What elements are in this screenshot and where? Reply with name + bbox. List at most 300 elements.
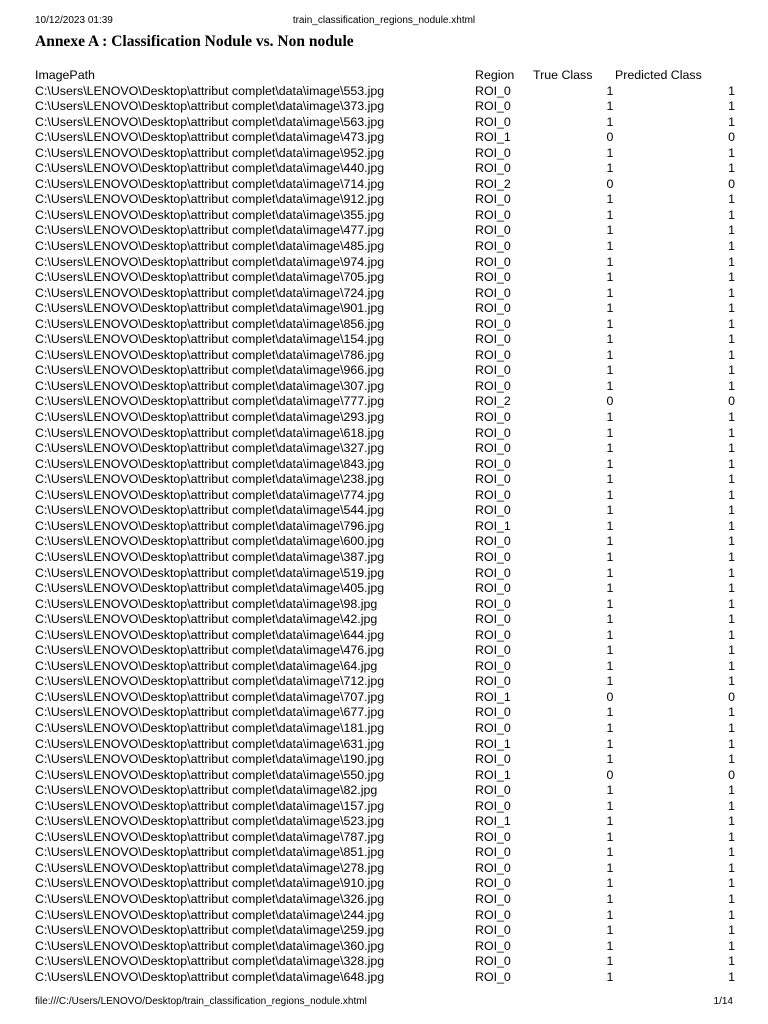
predicted-class-cell: 1 [728, 658, 735, 673]
predicted-class-cell: 1 [728, 347, 735, 362]
image-path-cell: C:\Users\LENOVO\Desktop\attribut complet\data\image\707.jpg [35, 689, 385, 704]
region-cell: ROI_0 [475, 581, 511, 596]
table-row [35, 426, 735, 442]
predicted-class-cell: 0 [728, 176, 735, 191]
table-row [35, 814, 735, 830]
table-row [35, 659, 735, 675]
results-table [35, 68, 735, 985]
predicted-class-cell: 1 [728, 145, 735, 160]
predicted-class-cell: 0 [728, 130, 735, 145]
predicted-class-cell: 1 [728, 938, 735, 953]
region-cell: ROI_0 [475, 798, 511, 813]
table-row [35, 721, 735, 737]
true-class-cell: 0 [606, 176, 614, 191]
image-path-cell: C:\Users\LENOVO\Desktop\attribut complet\data\image\157.jpg [35, 798, 385, 813]
predicted-class-cell: 1 [728, 378, 735, 393]
region-cell: ROI_0 [475, 627, 511, 642]
region-cell: ROI_0 [475, 207, 511, 222]
predicted-class-cell: 1 [728, 161, 735, 176]
true-class-cell: 1 [606, 643, 614, 658]
image-path-cell: C:\Users\LENOVO\Desktop\attribut complet\data\image\550.jpg [35, 767, 385, 782]
image-path-cell: C:\Users\LENOVO\Desktop\attribut complet\data\image\387.jpg [35, 549, 385, 564]
predicted-class-cell: 1 [728, 83, 735, 98]
table-row [35, 348, 735, 364]
true-class-cell: 0 [606, 689, 614, 704]
print-header [35, 15, 733, 29]
table-row [35, 830, 735, 846]
table-row [35, 472, 735, 488]
true-class-cell: 1 [606, 301, 614, 316]
true-class-cell: 1 [606, 581, 614, 596]
region-cell: ROI_0 [475, 612, 511, 627]
region-cell: ROI_0 [475, 876, 511, 891]
predicted-class-cell: 1 [728, 223, 735, 238]
table-row [35, 768, 735, 784]
image-path-cell: C:\Users\LENOVO\Desktop\attribut complet\data\image\405.jpg [35, 581, 385, 596]
table-row [35, 379, 735, 395]
region-cell: ROI_0 [475, 472, 511, 487]
image-path-cell: C:\Users\LENOVO\Desktop\attribut complet\data\image\328.jpg [35, 954, 385, 969]
predicted-class-cell: 1 [728, 581, 735, 596]
image-path-cell: C:\Users\LENOVO\Desktop\attribut complet\data\image\64.jpg [35, 658, 378, 673]
predicted-class-cell: 1 [728, 845, 735, 860]
table-row [35, 317, 735, 333]
true-class-cell: 1 [606, 425, 614, 440]
predicted-class-cell: 1 [728, 954, 735, 969]
image-path-cell: C:\Users\LENOVO\Desktop\attribut complet\data\image\238.jpg [35, 472, 385, 487]
true-class-cell: 1 [606, 285, 614, 300]
true-class-cell: 1 [606, 736, 614, 751]
true-class-cell: 1 [606, 223, 614, 238]
table-row [35, 115, 735, 131]
true-class-cell: 1 [606, 829, 614, 844]
true-class-cell: 1 [606, 347, 614, 362]
predicted-class-cell: 1 [728, 969, 735, 984]
image-path-cell: C:\Users\LENOVO\Desktop\attribut complet\data\image\553.jpg [35, 83, 385, 98]
region-cell: ROI_1 [475, 518, 511, 533]
predicted-class-cell: 1 [728, 643, 735, 658]
table-row [35, 332, 735, 348]
table-row [35, 534, 735, 550]
true-class-cell: 1 [606, 596, 614, 611]
table-row [35, 861, 735, 877]
true-class-cell: 1 [606, 954, 614, 969]
image-path-cell: C:\Users\LENOVO\Desktop\attribut complet\data\image\705.jpg [35, 270, 385, 285]
table-row [35, 146, 735, 162]
predicted-class-cell: 1 [728, 301, 735, 316]
image-path-cell: C:\Users\LENOVO\Desktop\attribut complet\data\image\910.jpg [35, 876, 385, 891]
true-class-cell: 1 [606, 83, 614, 98]
true-class-cell: 1 [606, 99, 614, 114]
column-header-region: Region [475, 68, 515, 82]
image-path-cell: C:\Users\LENOVO\Desktop\attribut complet\data\image\485.jpg [35, 239, 385, 254]
true-class-cell: 1 [606, 876, 614, 891]
predicted-class-cell: 1 [728, 891, 735, 906]
image-path-cell: C:\Users\LENOVO\Desktop\attribut complet\data\image\244.jpg [35, 907, 385, 922]
image-path-cell: C:\Users\LENOVO\Desktop\attribut complet\data\image\523.jpg [35, 814, 385, 829]
true-class-cell: 0 [606, 130, 614, 145]
predicted-class-cell: 0 [728, 689, 735, 704]
predicted-class-cell: 1 [728, 316, 735, 331]
image-path-cell: C:\Users\LENOVO\Desktop\attribut complet\data\image\154.jpg [35, 332, 385, 347]
image-path-cell: C:\Users\LENOVO\Desktop\attribut complet\data\image\901.jpg [35, 301, 385, 316]
image-path-cell: C:\Users\LENOVO\Desktop\attribut complet\data\image\307.jpg [35, 378, 385, 393]
region-cell: ROI_0 [475, 347, 511, 362]
table-row [35, 674, 735, 690]
true-class-cell: 1 [606, 752, 614, 767]
predicted-class-cell: 1 [728, 736, 735, 751]
predicted-class-cell: 1 [728, 565, 735, 580]
image-path-cell: C:\Users\LENOVO\Desktop\attribut complet\data\image\326.jpg [35, 891, 385, 906]
image-path-cell: C:\Users\LENOVO\Desktop\attribut complet\data\image\787.jpg [35, 829, 385, 844]
true-class-cell: 1 [606, 612, 614, 627]
table-row [35, 457, 735, 473]
image-path-cell: C:\Users\LENOVO\Desktop\attribut complet\data\image\293.jpg [35, 410, 385, 425]
predicted-class-cell: 1 [728, 363, 735, 378]
region-cell: ROI_2 [475, 176, 511, 191]
predicted-class-cell: 1 [728, 192, 735, 207]
true-class-cell: 1 [606, 627, 614, 642]
true-class-cell: 1 [606, 207, 614, 222]
region-cell: ROI_0 [475, 534, 511, 549]
region-cell: ROI_0 [475, 938, 511, 953]
table-row [35, 503, 735, 519]
image-path-cell: C:\Users\LENOVO\Desktop\attribut complet\data\image\648.jpg [35, 969, 385, 984]
print-footer [35, 996, 733, 1010]
true-class-cell: 1 [606, 456, 614, 471]
region-cell: ROI_0 [475, 239, 511, 254]
region-cell: ROI_0 [475, 783, 511, 798]
true-class-cell: 1 [606, 565, 614, 580]
image-path-cell: C:\Users\LENOVO\Desktop\attribut complet\data\image\190.jpg [35, 752, 385, 767]
table-row [35, 970, 735, 986]
image-path-cell: C:\Users\LENOVO\Desktop\attribut complet\data\image\774.jpg [35, 487, 385, 502]
table-row [35, 939, 735, 955]
table-row [35, 628, 735, 644]
true-class-cell: 1 [606, 192, 614, 207]
region-cell: ROI_0 [475, 161, 511, 176]
predicted-class-cell: 1 [728, 410, 735, 425]
image-path-cell: C:\Users\LENOVO\Desktop\attribut complet\data\image\677.jpg [35, 705, 385, 720]
table-row [35, 923, 735, 939]
region-cell: ROI_0 [475, 860, 511, 875]
table-row [35, 363, 735, 379]
region-cell: ROI_2 [475, 394, 511, 409]
true-class-cell: 1 [606, 378, 614, 393]
region-cell: ROI_0 [475, 83, 511, 98]
image-path-cell: C:\Users\LENOVO\Desktop\attribut complet\data\image\360.jpg [35, 938, 385, 953]
region-cell: ROI_0 [475, 503, 511, 518]
predicted-class-cell: 1 [728, 114, 735, 129]
true-class-cell: 1 [606, 783, 614, 798]
predicted-class-cell: 1 [728, 627, 735, 642]
predicted-class-cell: 1 [728, 612, 735, 627]
predicted-class-cell: 1 [728, 425, 735, 440]
image-path-cell: C:\Users\LENOVO\Desktop\attribut complet\data\image\912.jpg [35, 192, 385, 207]
predicted-class-cell: 1 [728, 518, 735, 533]
image-path-cell: C:\Users\LENOVO\Desktop\attribut complet\data\image\477.jpg [35, 223, 385, 238]
table-row [35, 519, 735, 535]
region-cell: ROI_0 [475, 441, 511, 456]
region-cell: ROI_0 [475, 99, 511, 114]
region-cell: ROI_0 [475, 456, 511, 471]
image-path-cell: C:\Users\LENOVO\Desktop\attribut complet\data\image\519.jpg [35, 565, 385, 580]
table-row [35, 410, 735, 426]
column-header-predicted-class: Predicted Class [615, 68, 702, 82]
region-cell: ROI_0 [475, 363, 511, 378]
predicted-class-cell: 1 [728, 798, 735, 813]
image-path-cell: C:\Users\LENOVO\Desktop\attribut complet\data\image\631.jpg [35, 736, 385, 751]
predicted-class-cell: 1 [728, 534, 735, 549]
region-cell: ROI_0 [475, 549, 511, 564]
predicted-class-cell: 0 [728, 394, 735, 409]
image-path-cell: C:\Users\LENOVO\Desktop\attribut complet\data\image\966.jpg [35, 363, 385, 378]
predicted-class-cell: 1 [728, 254, 735, 269]
table-row [35, 130, 735, 146]
table-row [35, 488, 735, 504]
table-row [35, 752, 735, 768]
region-cell: ROI_0 [475, 923, 511, 938]
region-cell: ROI_0 [475, 954, 511, 969]
region-cell: ROI_0 [475, 705, 511, 720]
region-cell: ROI_0 [475, 845, 511, 860]
true-class-cell: 1 [606, 814, 614, 829]
image-path-cell: C:\Users\LENOVO\Desktop\attribut complet\data\image\544.jpg [35, 503, 385, 518]
predicted-class-cell: 1 [728, 99, 735, 114]
image-path-cell: C:\Users\LENOVO\Desktop\attribut complet\data\image\355.jpg [35, 207, 385, 222]
region-cell: ROI_0 [475, 565, 511, 580]
table-row [35, 581, 735, 597]
region-cell: ROI_0 [475, 487, 511, 502]
region-cell: ROI_0 [475, 891, 511, 906]
region-cell: ROI_0 [475, 658, 511, 673]
image-path-cell: C:\Users\LENOVO\Desktop\attribut complet\data\image\712.jpg [35, 674, 385, 689]
image-path-cell: C:\Users\LENOVO\Desktop\attribut complet\data\image\843.jpg [35, 456, 385, 471]
table-row [35, 845, 735, 861]
predicted-class-cell: 1 [728, 285, 735, 300]
table-row [35, 612, 735, 628]
true-class-cell: 1 [606, 938, 614, 953]
image-path-cell: C:\Users\LENOVO\Desktop\attribut complet\data\image\644.jpg [35, 627, 385, 642]
table-row [35, 223, 735, 239]
true-class-cell: 1 [606, 161, 614, 176]
region-cell: ROI_1 [475, 736, 511, 751]
true-class-cell: 1 [606, 114, 614, 129]
true-class-cell: 1 [606, 705, 614, 720]
table-row [35, 177, 735, 193]
predicted-class-cell: 1 [728, 674, 735, 689]
region-cell: ROI_0 [475, 145, 511, 160]
table-row [35, 192, 735, 208]
table-row [35, 441, 735, 457]
true-class-cell: 1 [606, 923, 614, 938]
image-path-cell: C:\Users\LENOVO\Desktop\attribut complet\data\image\563.jpg [35, 114, 385, 129]
predicted-class-cell: 0 [728, 767, 735, 782]
region-cell: ROI_0 [475, 192, 511, 207]
true-class-cell: 1 [606, 254, 614, 269]
image-path-cell: C:\Users\LENOVO\Desktop\attribut complet\data\image\440.jpg [35, 161, 385, 176]
table-row [35, 208, 735, 224]
region-cell: ROI_1 [475, 689, 511, 704]
true-class-cell: 1 [606, 316, 614, 331]
predicted-class-cell: 1 [728, 472, 735, 487]
table-row [35, 161, 735, 177]
region-cell: ROI_0 [475, 270, 511, 285]
region-cell: ROI_0 [475, 969, 511, 984]
table-row [35, 301, 735, 317]
predicted-class-cell: 1 [728, 923, 735, 938]
true-class-cell: 1 [606, 332, 614, 347]
predicted-class-cell: 1 [728, 332, 735, 347]
true-class-cell: 1 [606, 845, 614, 860]
image-path-cell: C:\Users\LENOVO\Desktop\attribut complet\data\image\476.jpg [35, 643, 385, 658]
predicted-class-cell: 1 [728, 239, 735, 254]
predicted-class-cell: 1 [728, 270, 735, 285]
predicted-class-cell: 1 [728, 503, 735, 518]
table-row [35, 597, 735, 613]
true-class-cell: 1 [606, 969, 614, 984]
true-class-cell: 1 [606, 907, 614, 922]
true-class-cell: 1 [606, 410, 614, 425]
image-path-cell: C:\Users\LENOVO\Desktop\attribut complet\data\image\777.jpg [35, 394, 385, 409]
table-row [35, 783, 735, 799]
predicted-class-cell: 1 [728, 814, 735, 829]
column-header-imagepath: ImagePath [35, 68, 95, 82]
image-path-cell: C:\Users\LENOVO\Desktop\attribut complet\data\image\278.jpg [35, 860, 385, 875]
region-cell: ROI_0 [475, 285, 511, 300]
table-row [35, 643, 735, 659]
predicted-class-cell: 1 [728, 487, 735, 502]
image-path-cell: C:\Users\LENOVO\Desktop\attribut complet\data\image\724.jpg [35, 285, 385, 300]
true-class-cell: 1 [606, 549, 614, 564]
true-class-cell: 1 [606, 239, 614, 254]
region-cell: ROI_0 [475, 829, 511, 844]
region-cell: ROI_0 [475, 316, 511, 331]
image-path-cell: C:\Users\LENOVO\Desktop\attribut complet\data\image\82.jpg [35, 783, 378, 798]
region-cell: ROI_1 [475, 130, 511, 145]
region-cell: ROI_0 [475, 674, 511, 689]
table-row [35, 394, 735, 410]
table-row [35, 286, 735, 302]
true-class-cell: 1 [606, 720, 614, 735]
region-cell: ROI_0 [475, 223, 511, 238]
region-cell: ROI_1 [475, 814, 511, 829]
region-cell: ROI_0 [475, 301, 511, 316]
image-path-cell: C:\Users\LENOVO\Desktop\attribut complet\data\image\974.jpg [35, 254, 385, 269]
print-document-title: train_classification_regions_nodule.xhtml [292, 15, 476, 26]
region-cell: ROI_0 [475, 752, 511, 767]
true-class-cell: 0 [606, 394, 614, 409]
image-path-cell: C:\Users\LENOVO\Desktop\attribut complet\data\image\851.jpg [35, 845, 385, 860]
table-row [35, 892, 735, 908]
true-class-cell: 1 [606, 658, 614, 673]
image-path-cell: C:\Users\LENOVO\Desktop\attribut complet\data\image\373.jpg [35, 99, 385, 114]
image-path-cell: C:\Users\LENOVO\Desktop\attribut complet\data\image\856.jpg [35, 316, 385, 331]
predicted-class-cell: 1 [728, 705, 735, 720]
page-number: 1/14 [713, 996, 733, 1007]
image-path-cell: C:\Users\LENOVO\Desktop\attribut complet\data\image\98.jpg [35, 596, 378, 611]
image-path-cell: C:\Users\LENOVO\Desktop\attribut complet\data\image\473.jpg [35, 130, 385, 145]
image-path-cell: C:\Users\LENOVO\Desktop\attribut complet\data\image\952.jpg [35, 145, 385, 160]
region-cell: ROI_0 [475, 720, 511, 735]
true-class-cell: 1 [606, 518, 614, 533]
table-row [35, 270, 735, 286]
table-row [35, 799, 735, 815]
true-class-cell: 0 [606, 767, 614, 782]
table-row [35, 954, 735, 970]
image-path-cell: C:\Users\LENOVO\Desktop\attribut complet\data\image\600.jpg [35, 534, 385, 549]
print-file-url: file:///C:/Users/LENOVO/Desktop/train_classification_regions_nodule.xhtml [35, 996, 367, 1007]
predicted-class-cell: 1 [728, 907, 735, 922]
true-class-cell: 1 [606, 270, 614, 285]
predicted-class-cell: 1 [728, 596, 735, 611]
region-cell: ROI_0 [475, 254, 511, 269]
image-path-cell: C:\Users\LENOVO\Desktop\attribut complet\data\image\786.jpg [35, 347, 385, 362]
predicted-class-cell: 1 [728, 783, 735, 798]
predicted-class-cell: 1 [728, 207, 735, 222]
page-title: Annexe A : Classification Nodule vs. Non nodule [35, 33, 354, 50]
table-row [35, 550, 735, 566]
predicted-class-cell: 1 [728, 860, 735, 875]
true-class-cell: 1 [606, 860, 614, 875]
image-path-cell: C:\Users\LENOVO\Desktop\attribut complet\data\image\618.jpg [35, 425, 385, 440]
table-row [35, 84, 735, 100]
region-cell: ROI_0 [475, 378, 511, 393]
true-class-cell: 1 [606, 145, 614, 160]
image-path-cell: C:\Users\LENOVO\Desktop\attribut complet\data\image\42.jpg [35, 612, 378, 627]
region-cell: ROI_0 [475, 596, 511, 611]
true-class-cell: 1 [606, 534, 614, 549]
true-class-cell: 1 [606, 363, 614, 378]
table-row [35, 255, 735, 271]
region-cell: ROI_1 [475, 767, 511, 782]
image-path-cell: C:\Users\LENOVO\Desktop\attribut complet\data\image\327.jpg [35, 441, 385, 456]
true-class-cell: 1 [606, 674, 614, 689]
image-path-cell: C:\Users\LENOVO\Desktop\attribut complet\data\image\796.jpg [35, 518, 385, 533]
predicted-class-cell: 1 [728, 876, 735, 891]
predicted-class-cell: 1 [728, 752, 735, 767]
true-class-cell: 1 [606, 441, 614, 456]
column-header-true-class: True Class [533, 68, 593, 82]
true-class-cell: 1 [606, 472, 614, 487]
table-row [35, 876, 735, 892]
print-datetime: 10/12/2023 01:39 [35, 15, 113, 26]
table-row [35, 908, 735, 924]
region-cell: ROI_0 [475, 425, 511, 440]
predicted-class-cell: 1 [728, 829, 735, 844]
true-class-cell: 1 [606, 487, 614, 502]
predicted-class-cell: 1 [728, 456, 735, 471]
region-cell: ROI_0 [475, 410, 511, 425]
table-row [35, 690, 735, 706]
image-path-cell: C:\Users\LENOVO\Desktop\attribut complet\data\image\181.jpg [35, 720, 385, 735]
true-class-cell: 1 [606, 503, 614, 518]
table-row [35, 239, 735, 255]
image-path-cell: C:\Users\LENOVO\Desktop\attribut complet\data\image\714.jpg [35, 176, 385, 191]
table-row [35, 99, 735, 115]
predicted-class-cell: 1 [728, 549, 735, 564]
table-row [35, 737, 735, 753]
predicted-class-cell: 1 [728, 720, 735, 735]
true-class-cell: 1 [606, 798, 614, 813]
table-row [35, 705, 735, 721]
region-cell: ROI_0 [475, 643, 511, 658]
true-class-cell: 1 [606, 891, 614, 906]
region-cell: ROI_0 [475, 114, 511, 129]
table-row [35, 566, 735, 582]
predicted-class-cell: 1 [728, 441, 735, 456]
table-header-row [35, 68, 735, 84]
